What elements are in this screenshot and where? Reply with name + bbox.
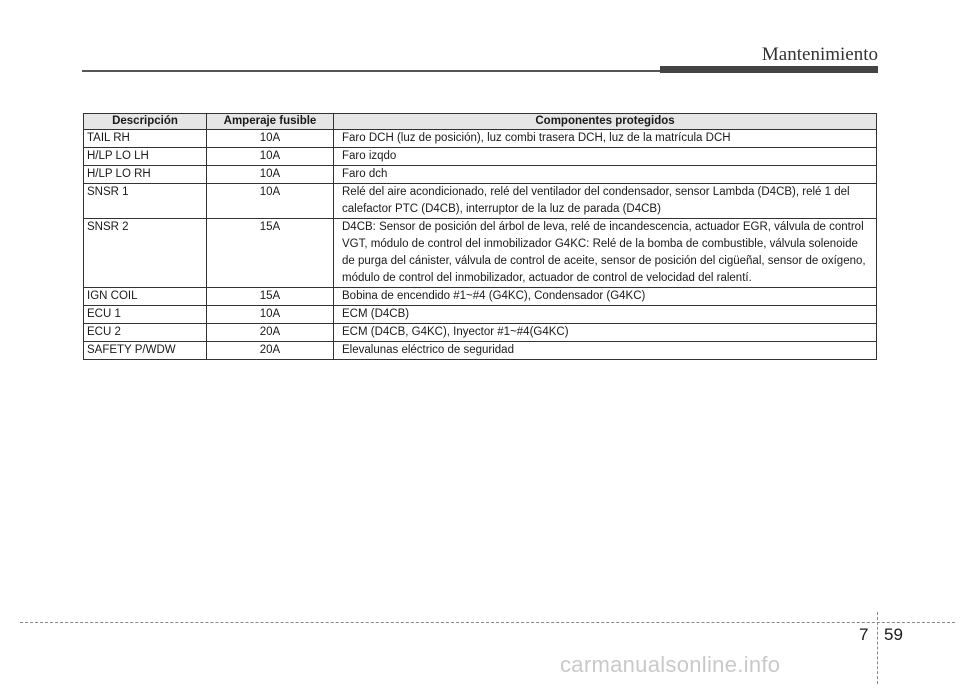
table-row bbox=[84, 219, 877, 288]
table-header-row bbox=[84, 114, 877, 130]
cell-amperage: 20A bbox=[207, 342, 334, 360]
cell-amperage: 10A bbox=[207, 306, 334, 324]
cell-description: SNSR 2 bbox=[84, 219, 207, 288]
table-row bbox=[84, 324, 877, 342]
cell-amperage: 10A bbox=[207, 130, 334, 148]
cell-description: IGN COIL bbox=[84, 288, 207, 306]
cell-components: Bobina de encendido #1~#4 (G4KC), Condensador (G4KC) bbox=[334, 288, 877, 306]
table-row bbox=[84, 130, 877, 148]
table-row bbox=[84, 184, 877, 219]
header-components: Componentes protegidos bbox=[334, 114, 877, 130]
footer-page-divider bbox=[877, 612, 878, 684]
page-number: 59 bbox=[884, 625, 903, 644]
cell-amperage: 15A bbox=[207, 288, 334, 306]
cell-description: H/LP LO RH bbox=[84, 166, 207, 184]
cell-components: Elevalunas eléctrico de seguridad bbox=[334, 342, 877, 360]
header-amperage: Amperaje fusible bbox=[207, 114, 334, 130]
header-rule bbox=[82, 70, 682, 72]
cell-amperage: 10A bbox=[207, 166, 334, 184]
cell-components: Faro izqdo bbox=[334, 148, 877, 166]
section-title: Mantenimiento bbox=[761, 44, 878, 65]
cell-description: SNSR 1 bbox=[84, 184, 207, 219]
cell-components: Faro dch bbox=[334, 166, 877, 184]
cell-components: ECM (D4CB) bbox=[334, 306, 877, 324]
cell-components: Faro DCH (luz de posición), luz combi trasera DCH, luz de la matrícula DCH bbox=[334, 130, 877, 148]
cell-description: TAIL RH bbox=[84, 130, 207, 148]
cell-amperage: 20A bbox=[207, 324, 334, 342]
header-description: Descripción bbox=[84, 114, 207, 130]
cell-description: ECU 2 bbox=[84, 324, 207, 342]
table-row bbox=[84, 342, 877, 360]
cell-components: ECM (D4CB, G4KC), Inyector #1~#4(G4KC) bbox=[334, 324, 877, 342]
header-rule-accent bbox=[660, 66, 878, 73]
cell-amperage: 10A bbox=[207, 184, 334, 219]
chapter-number: 7 bbox=[859, 625, 869, 644]
cell-amperage: 10A bbox=[207, 148, 334, 166]
table-row bbox=[84, 288, 877, 306]
footer-divider bbox=[20, 622, 955, 623]
cell-components: D4CB: Sensor de posición del árbol de leva, relé de incandescencia, actuador EGR, válvula de control VGT, módulo de control del inmobilizador G4KC: Relé de la bomba de combustible, válvula solenoide de purga del cánister, válvula de control de aceite, sensor de posición del cigüeñal, sensor de oxígeno, módulo de control del inmobilizador, actuador de control de velocidad del ralentí. bbox=[334, 219, 877, 288]
table-row bbox=[84, 306, 877, 324]
cell-amperage: 15A bbox=[207, 219, 334, 288]
cell-description: H/LP LO LH bbox=[84, 148, 207, 166]
table-row bbox=[84, 148, 877, 166]
table-row bbox=[84, 166, 877, 184]
watermark: carmanualsonline.info bbox=[560, 652, 781, 677]
cell-description: ECU 1 bbox=[84, 306, 207, 324]
fuse-table bbox=[83, 113, 877, 360]
cell-description: SAFETY P/WDW bbox=[84, 342, 207, 360]
cell-components: Relé del aire acondicionado, relé del ventilador del condensador, sensor Lambda (D4CB), relé 1 del calefactor PTC (D4CB), interruptor de la luz de parada (D4CB) bbox=[334, 184, 877, 219]
